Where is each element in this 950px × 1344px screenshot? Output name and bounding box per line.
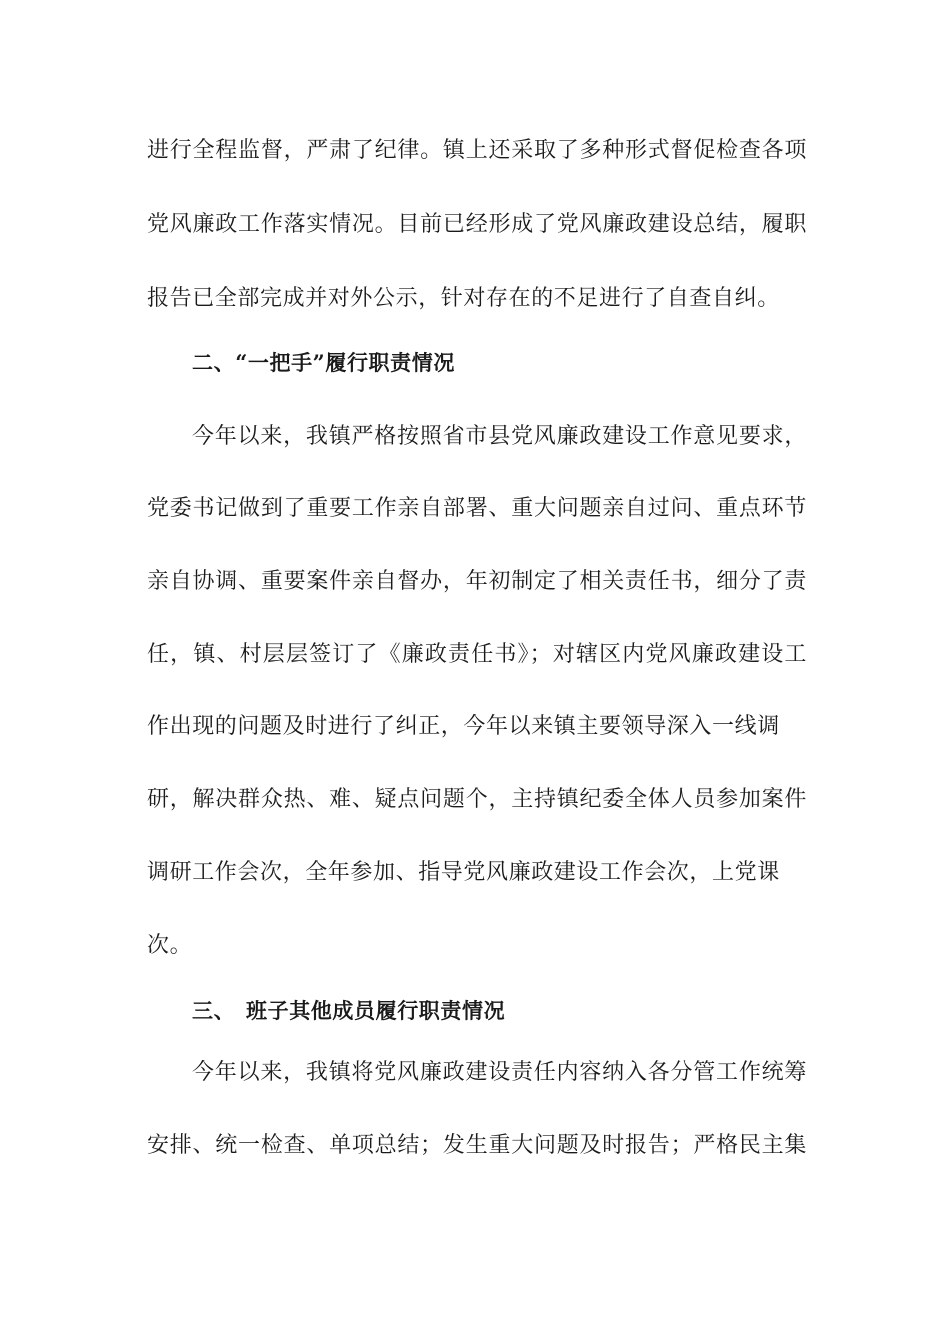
paragraph-line: 今年以来，我镇将党风廉政建设责任内容纳入各分管工作统筹 [192,1060,807,1085]
section-heading-2: 二、“一把手”履行职责情况 [192,350,455,375]
paragraph-line: 研，解决群众热、难、疑点问题个，主持镇纪委全体人员参加案件 [147,787,807,812]
section-heading-text: 班子其他成员履行职责情况 [246,998,506,1023]
paragraph-line: 任，镇、村层层签订了《廉政责任书》；对辖区内党风廉政建设工 [147,642,807,667]
paragraph-line: 安排、统一检查、单项总结；发生重大问题及时报告；严格民主集 [147,1133,807,1158]
paragraph-line: 报告已全部完成并对外公示，针对存在的不足进行了自查自纠。 [147,286,780,311]
paragraph-line: 作出现的问题及时进行了纠正，今年以来镇主要领导深入一线调 [147,714,780,739]
paragraph-line: 调研工作会次，全年参加、指导党风廉政建设工作会次，上党课 [147,860,780,885]
section-heading-number: 三、 [192,998,236,1023]
paragraph-line: 今年以来，我镇严格按照省市县党风廉政建设工作意见要求， [192,424,807,449]
section-heading-3 [192,996,807,1026]
paragraph-line: 党委书记做到了重要工作亲自部署、重大问题亲自过问、重点环节 [147,496,807,521]
paragraph-line: 进行全程监督，严肃了纪律。镇上还采取了多种形式督促检查各项 [147,138,807,163]
paragraph-line: 党风廉政工作落实情况。目前已经形成了党风廉政建设总结，履职 [147,212,807,237]
paragraph-line: 次。 [147,933,193,958]
paragraph-line: 亲自协调、重要案件亲自督办，年初制定了相关责任书，细分了责 [147,569,807,594]
